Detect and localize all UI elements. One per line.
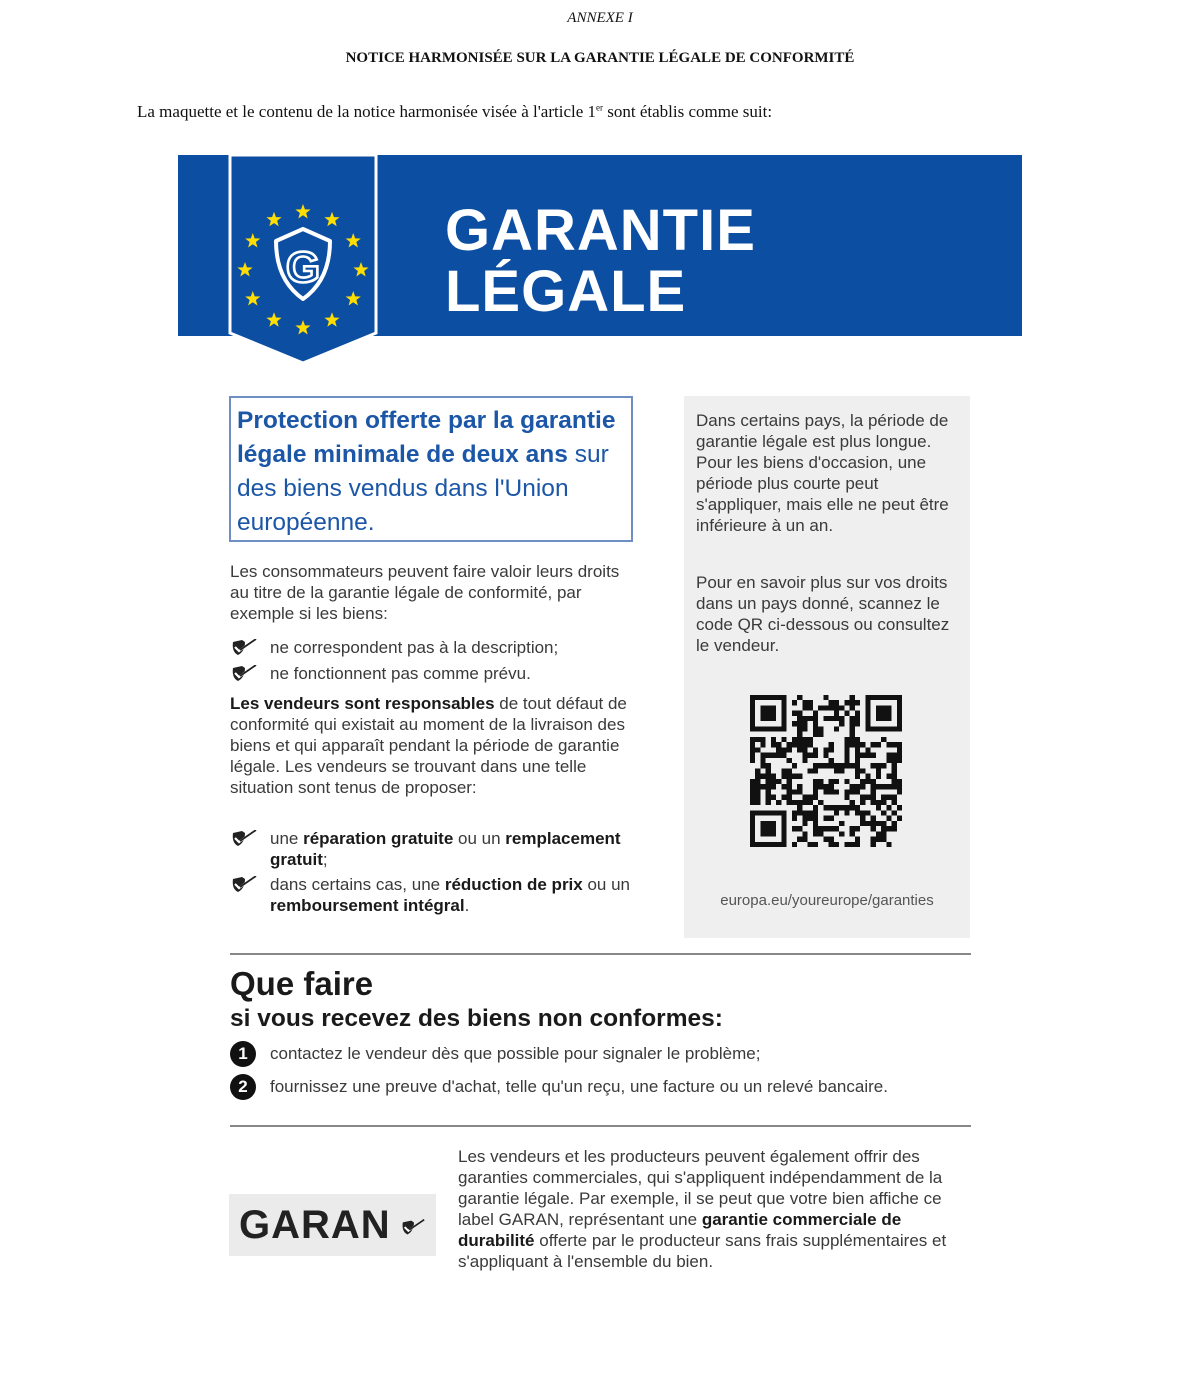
sellers-paragraph: Les vendeurs sont responsables de tout défaut de conformité qui existait au moment de la livraison des biens et qui apparaît pendant la période de garantie légale. Les vendeurs se trouvant dans une telle situation sont tenus de proposer: <box>230 694 627 797</box>
list-item: ne fonctionnent pas comme prévu. <box>230 663 650 684</box>
step-number-icon: 1 <box>230 1041 256 1067</box>
remedies-list <box>230 828 650 920</box>
protection-text: Protection offerte par la garantie légale minimale de deux ans sur des biens vendus dans l'Union européenne. <box>237 407 616 536</box>
europa-link[interactable]: europa.eu/youreurope/garanties <box>720 892 934 909</box>
eu-shield-logo <box>228 155 378 365</box>
garan-label: GARAN <box>239 1203 391 1247</box>
check-shield-icon <box>400 1219 426 1237</box>
learn-more-text: Pour en savoir plus sur vos droits dans un pays donné, scannez le code QR ci-dessous ou consultez le vendeur. <box>696 573 950 655</box>
check-shield-icon <box>230 830 258 848</box>
logo-letter: G <box>285 243 321 292</box>
rights-intro: Les consommateurs peuvent faire valoir leurs droits au titre de la garantie légale de conformité, par exemple si les biens: <box>230 562 620 623</box>
check-shield-icon <box>230 665 258 683</box>
step-number-icon: 2 <box>230 1074 256 1100</box>
banner-title <box>445 200 756 322</box>
step-text: fournissez une preuve d'achat, telle qu'un reçu, une facture ou un relevé bancaire. <box>270 1077 888 1096</box>
step-text: contactez le vendeur dès que possible pour signaler le problème; <box>270 1044 761 1063</box>
list-item: dans certains cas, une réduction de prix ou un remboursement intégral. <box>230 874 650 916</box>
document-title: NOTICE HARMONISÉE SUR LA GARANTIE LÉGALE DE CONFORMITÉ <box>345 50 855 66</box>
check-shield-icon <box>230 876 258 894</box>
country-info-text: Dans certains pays, la période de garantie légale est plus longue. Pour les biens d'occasion, une période plus courte peut s'appliquer, mais elle ne peut être inférieure à un an. <box>696 411 949 535</box>
banner-title-line2: LÉGALE <box>445 259 687 324</box>
divider <box>230 1125 971 1127</box>
annex-label: ANNEXE I <box>567 10 633 26</box>
protection-box <box>229 396 633 542</box>
list-item: ne correspondent pas à la description; <box>230 637 650 658</box>
qr-code[interactable] <box>748 695 904 847</box>
what-to-do-subtitle: si vous recevez des biens non conformes: <box>230 1005 723 1032</box>
what-to-do-title: Que faire <box>230 965 374 1002</box>
commercial-guarantee-text: Les vendeurs et les producteurs peuvent également offrir des garanties commerciales, qui s'appliquent indépendamment de la garantie légale. Par exemple, il se peut que votre bien affiche ce label GARAN, représentant une garantie commerciale de durabilité offerte par le producteur sans frais supplémentaires et s'appliquant à l'ensemble du bien. <box>458 1147 947 1271</box>
list-item: une réparation gratuite ou un remplacement gratuit; <box>230 828 650 870</box>
intro-text: La maquette et le contenu de la notice harmonisée visée à l'article 1er sont établis comme suit: <box>137 102 773 121</box>
check-shield-icon <box>230 639 258 657</box>
rights-list <box>230 637 650 689</box>
banner-title-line1: GARANTIE <box>445 198 756 263</box>
divider <box>230 953 971 955</box>
